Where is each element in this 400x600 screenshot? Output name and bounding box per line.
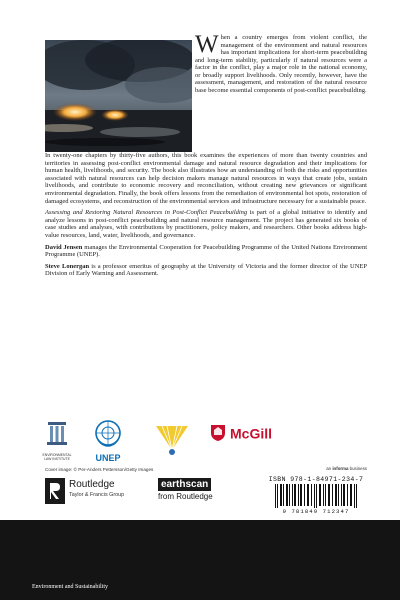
earthscan-wordmark: earthscan (158, 478, 211, 491)
paragraph-overview: In twenty-one chapters by thirty-five authors, this book examines the experiences of more than twenty countries and territories in assessing post-conflict environmental damage and natural resource degradation and their implications for human health, livelihoods, and security. The book also illustrates how an understanding of both the risks and opportunities associated with natural resources can help decision makers manage natural resources in ways that create jobs, sustain livelihoods, and contribute to economic recovery and reconciliation, without creating new grievances or significant environmental degradation. Finally, the book offers lessons from the remediation of environmental hot spots, restoration of damaged ecosystems, and reconstruction of the environmental services and infrastructure necessary for a sustainable peace. (45, 152, 367, 205)
unep-wordmark: UNEP (95, 453, 121, 463)
author-bio-lonergan: is a professor emeritus of geography at the University of Victoria and the former director of the UNEP Division of Early Warning and Assessment. (45, 262, 367, 278)
paragraph-author-jensen (45, 244, 367, 259)
drop-cap: W (195, 31, 219, 58)
author-bio-jensen: manages the Environmental Cooperation for Peacebuilding Programme of the United Nations Environment Programme (UNEP). (45, 243, 367, 259)
routledge-wordmark: Routledge (69, 479, 115, 490)
eli-pillar-icon (42, 418, 72, 448)
earthscan-subtitle: from Routledge (158, 492, 213, 501)
author-name-lonergan: Steve Lonergan (45, 262, 90, 270)
cover-image-credit: Cover image: © Per-Anders Pettersson/Getty Images (45, 467, 154, 472)
fan-logo (152, 418, 192, 463)
fan-emblem-icon (152, 418, 192, 458)
routledge-r-icon (45, 478, 65, 504)
un-emblem-icon (90, 418, 126, 450)
barcode-image (273, 484, 359, 508)
paragraph-author-lonergan (45, 263, 367, 278)
series-name: Environment and Sustainability (32, 584, 108, 590)
paragraph-initiative (45, 209, 367, 239)
routledge-subtitle: Taylor & Francis Group (69, 492, 125, 498)
informa-business-tag (326, 466, 367, 471)
intro-text: hen a country emerges from violent conflict, the management of the environment and natural resources has important implications for short-term peacebuilding and long-term stability, particularly if natural resources were a factor in the conflict, play a major role in the national economy, or broadly support livelihoods. Only recently, however, have the assessment, management, and restoration of the natural resource base become essential components of post-conflict peacebuilding. (195, 34, 367, 94)
routledge-logo (45, 476, 165, 506)
eli-logo (42, 418, 72, 461)
author-name-jensen: David Jensen (45, 243, 83, 251)
mcgill-shield-icon (210, 424, 226, 442)
barcode-block (268, 474, 364, 518)
informa-brand: informa (332, 466, 349, 471)
informa-prefix: an (326, 466, 333, 471)
description-body (45, 152, 367, 282)
mcgill-logo (210, 424, 290, 442)
initiative-text: is part of a global initiative to identify and analyze lessons in post-conflict peacebuilding and natural resource management. The project has generated six books of case studies and analyses, with contributions by practitioners, policy makers, and researchers. Other books address high-value resources, land, water, livelihoods, and governance. (45, 209, 367, 239)
cover-photo (45, 40, 192, 152)
isbn-number: ISBN 978-1-84971-234-7 (268, 476, 364, 483)
partner-logos (40, 418, 360, 466)
eli-logo-label: ENVIRONMENTAL LAW INSTITUTE (42, 453, 72, 461)
book-title: Assessing and Restoring Natural Resources in Post-Conflict Peacebuilding (45, 209, 248, 217)
barcode-digits: 9 781849 712347 (282, 508, 350, 515)
mcgill-wordmark: McGill (230, 425, 273, 442)
unep-logo (90, 418, 126, 463)
informa-suffix: business (348, 466, 367, 471)
intro-paragraph (195, 31, 367, 94)
earthscan-logo (158, 476, 258, 506)
